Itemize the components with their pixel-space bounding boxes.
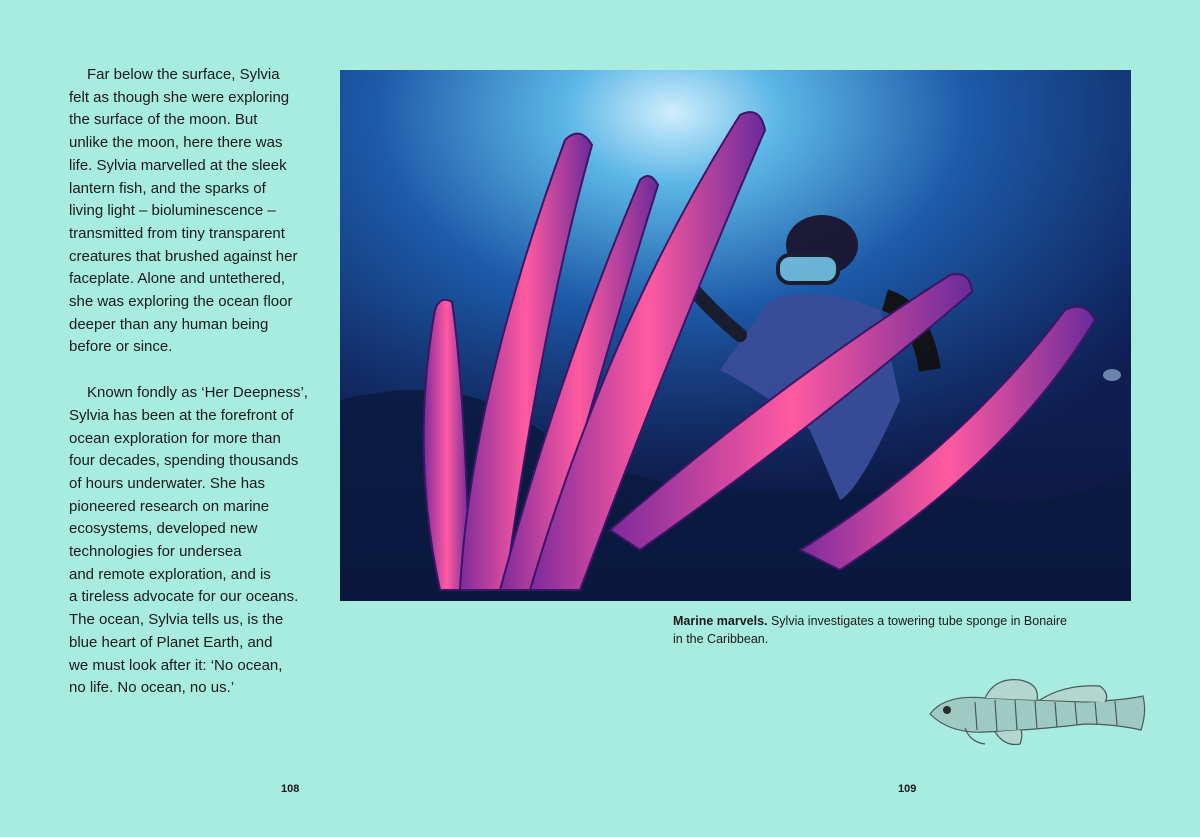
text-line: felt as though she were exploring <box>69 88 290 106</box>
text-line: before or since. <box>69 338 173 356</box>
text-line: faceplate. Alone and untethered, <box>69 270 286 288</box>
text-line: technologies for undersea <box>69 543 242 561</box>
photo-caption <box>673 612 1103 648</box>
paragraph-1 <box>69 64 319 359</box>
body-text <box>69 64 319 723</box>
text-line: of hours underwater. She has <box>69 474 265 492</box>
text-line: Sylvia has been at the forefront of <box>69 406 294 424</box>
paragraph-2 <box>69 382 319 700</box>
text-line: life. Sylvia marvelled at the sleek <box>69 156 287 174</box>
text-line: lantern fish, and the sparks of <box>69 179 266 197</box>
text-line: four decades, spending thousands <box>69 452 299 470</box>
text-line: a tireless advocate for our oceans. <box>69 588 299 606</box>
text-line: Known fondly as ‘Her Deepness’, <box>87 384 308 402</box>
text-line: Far below the surface, Sylvia <box>87 66 280 83</box>
text-line: the surface of the moon. But <box>69 111 258 129</box>
caption-line <box>673 612 1103 630</box>
text-line: we must look after it: ‘No ocean, <box>69 656 283 674</box>
text-line: unlike the moon, here there was <box>69 134 283 152</box>
text-line: no life. No ocean, no us.’ <box>69 679 235 697</box>
text-line: living light – bioluminescence – <box>69 202 276 220</box>
text-line: creatures that brushed against her <box>69 247 298 265</box>
text-line: deeper than any human being <box>69 315 269 333</box>
goby-fish-icon <box>925 672 1150 752</box>
text-line: The ocean, Sylvia tells us, is the <box>69 611 284 629</box>
diver-photo <box>340 70 1131 601</box>
text-line: and remote exploration, and is <box>69 565 271 583</box>
diver-photo-icon <box>340 70 1131 601</box>
page-number-right: 109 <box>898 783 917 795</box>
caption-text: Sylvia investigates a towering tube sponge in Bonaire <box>767 614 1067 628</box>
text-line: pioneered research on marine <box>69 497 270 515</box>
text-line: blue heart of Planet Earth, and <box>69 633 273 651</box>
text-line: ocean exploration for more than <box>69 429 281 447</box>
page-number-left: 108 <box>281 783 300 795</box>
text-line: transmitted from tiny transparent <box>69 224 285 242</box>
goby-fish-illustration <box>925 672 1150 752</box>
text-line: she was exploring the ocean floor <box>69 293 293 311</box>
text-line: ecosystems, developed new <box>69 520 258 538</box>
caption-lead: Marine marvels. <box>673 614 768 628</box>
caption-line: in the Caribbean. <box>673 632 769 646</box>
